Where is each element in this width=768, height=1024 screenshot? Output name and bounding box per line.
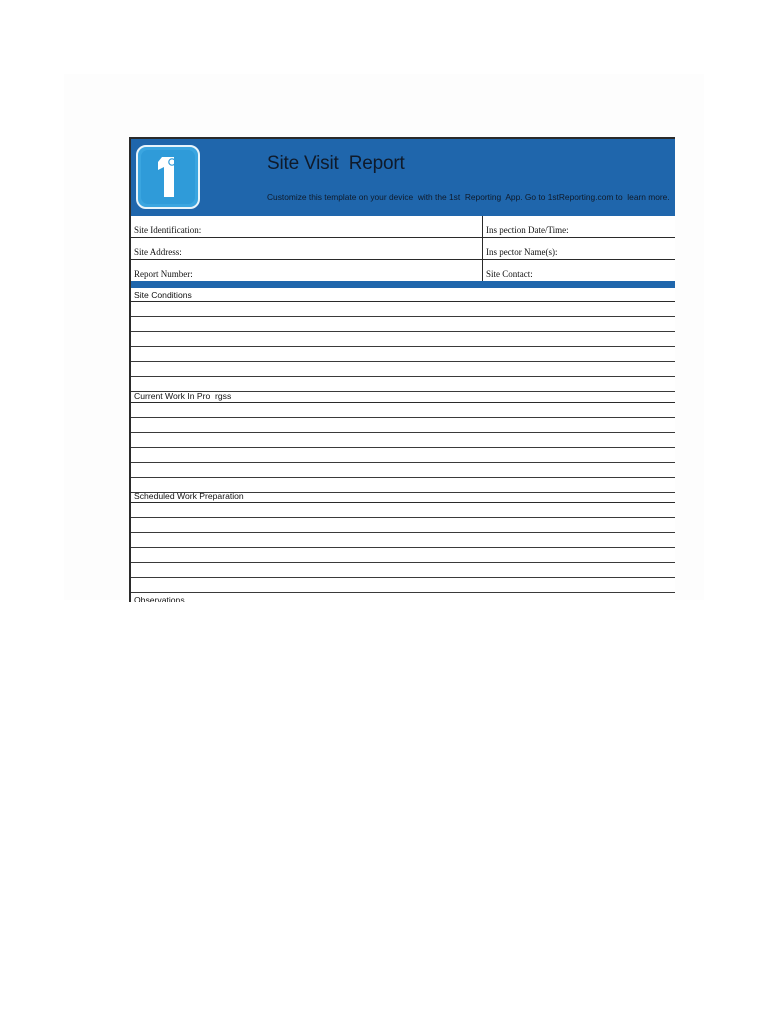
site-info-grid (131, 216, 675, 282)
site-identification-field[interactable]: Site Identification: (131, 216, 483, 238)
entry-line[interactable] (131, 463, 675, 478)
section-scheduled-work (131, 489, 675, 593)
entry-line[interactable] (131, 448, 675, 463)
section-current-work (131, 389, 675, 493)
entry-line[interactable] (131, 362, 675, 377)
entry-line[interactable] (131, 347, 675, 362)
info-row (131, 216, 675, 238)
site-visit-report-form (129, 137, 675, 602)
info-row (131, 260, 675, 282)
entry-line[interactable] (131, 317, 675, 332)
inspector-names-field[interactable]: Ins pector Name(s): (486, 247, 558, 257)
entry-line[interactable] (131, 533, 675, 548)
entry-line[interactable] (131, 418, 675, 433)
entry-line[interactable] (131, 503, 675, 518)
report-header-banner (131, 139, 675, 216)
report-title: Site Visit Report (267, 153, 405, 174)
report-subtitle: Customize this template on your device with the 1st Reporting App. Go to 1stReporting.com to learn more. (267, 192, 670, 202)
entry-line[interactable] (131, 548, 675, 563)
section-heading: Site Conditions (131, 288, 675, 302)
entry-line[interactable] (131, 403, 675, 418)
section-heading: Scheduled Work Preparation (131, 489, 675, 503)
section-heading: Observations (131, 593, 675, 602)
site-contact-field[interactable]: Site Contact: (486, 269, 533, 279)
site-address-field[interactable]: Site Address: (131, 238, 483, 260)
entry-line[interactable] (131, 332, 675, 347)
logo-icon (136, 145, 200, 209)
section-observations (131, 593, 675, 602)
entry-line[interactable] (131, 578, 675, 593)
entry-line[interactable] (131, 302, 675, 317)
section-site-conditions (131, 288, 675, 392)
section-heading: Current Work In Pro rgss (131, 389, 675, 403)
entry-line[interactable] (131, 433, 675, 448)
inspection-datetime-field[interactable]: Ins pection Date/Time: (486, 225, 569, 235)
entry-line[interactable] (131, 518, 675, 533)
section-divider-bar (131, 281, 675, 288)
entry-line[interactable] (131, 563, 675, 578)
info-row (131, 238, 675, 260)
report-number-field[interactable]: Report Number: (131, 260, 483, 282)
